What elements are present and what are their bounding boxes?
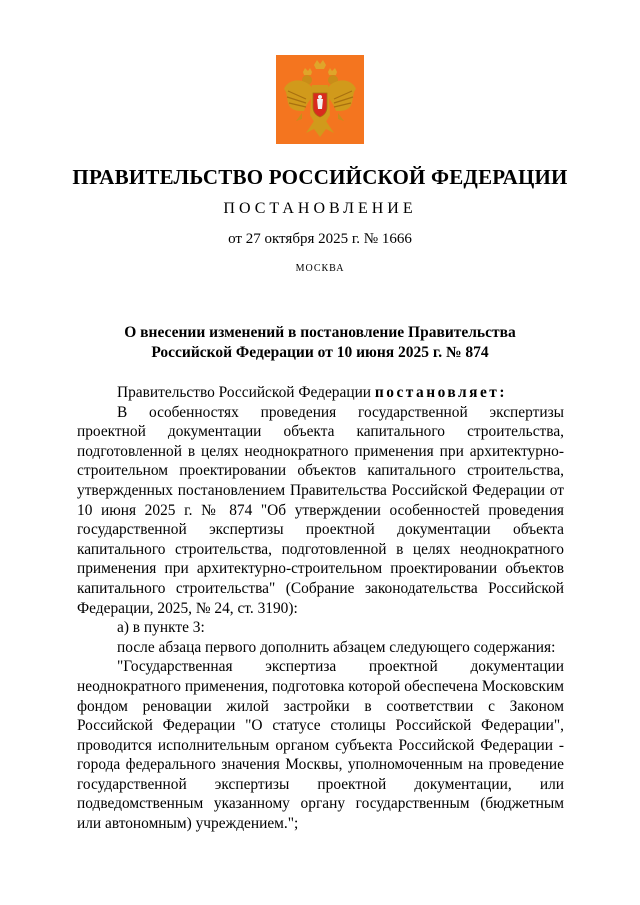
heading-line-1: О внесении изменений в постановление Правительства (124, 324, 516, 341)
decree-date-number: от 27 октября 2025 г. № 1666 (228, 231, 412, 247)
decree-heading (80, 323, 560, 363)
paragraph-inserted-text: "Государственная экспертиза проектной документации неоднократного применения, подготовка которой обеспечена Московским фондом реновации жилой застройки в соответствии с Законом Российской Федерации "О статусе столицы Российской Федерации", проводится исполнительным органом субъекта Российской Федерации - города федерального значения Москвы, уполномоченным на проведение государственной экспертизы проектной документации, или подведомственным указанному органу государственным (бюджетным или автономным) учреждением."; (77, 658, 564, 833)
paragraph-preamble (77, 383, 564, 403)
heading-line-2: Российской Федерации от 10 июня 2025 г. № 874 (151, 344, 489, 361)
paragraph-main: В особенностях проведения государственной экспертизы проектной документации объекта капитального строительства, подготовленной в целях неоднократного применения при архитектурно-строительном проектировании объектов капитального строительства, утвержденных постановлением Правительства Российской Федерации от 10 июня 2025 г. № 874 "Об утверждении особенностей проведения государственной экспертизы проектной документации объекта капитального строительства, подготовленной в целях неоднократного применения при архитектурно-строительном проектировании объектов капитального строительства" (Собрание законодательства Российской Федерации, 2025, № 24, ст. 3190): (77, 403, 564, 617)
decree-body (77, 383, 564, 834)
preamble-text: Правительство Российской Федерации (117, 384, 375, 401)
coat-of-arms-emblem (276, 55, 364, 144)
preamble-resolves: постановляет: (374, 384, 507, 401)
decree-city: МОСКВА (295, 263, 345, 274)
paragraph-item-a: а) в пункте 3: (117, 619, 205, 637)
double-headed-eagle-icon (276, 55, 364, 144)
paragraph-insert-instruction: после абзаца первого дополнить абзацем следующего содержания: (117, 638, 556, 656)
decree-type: ПОСТАНОВЛЕНИЕ (223, 200, 417, 217)
government-title: ПРАВИТЕЛЬСТВО РОССИЙСКОЙ ФЕДЕРАЦИИ (72, 165, 568, 189)
